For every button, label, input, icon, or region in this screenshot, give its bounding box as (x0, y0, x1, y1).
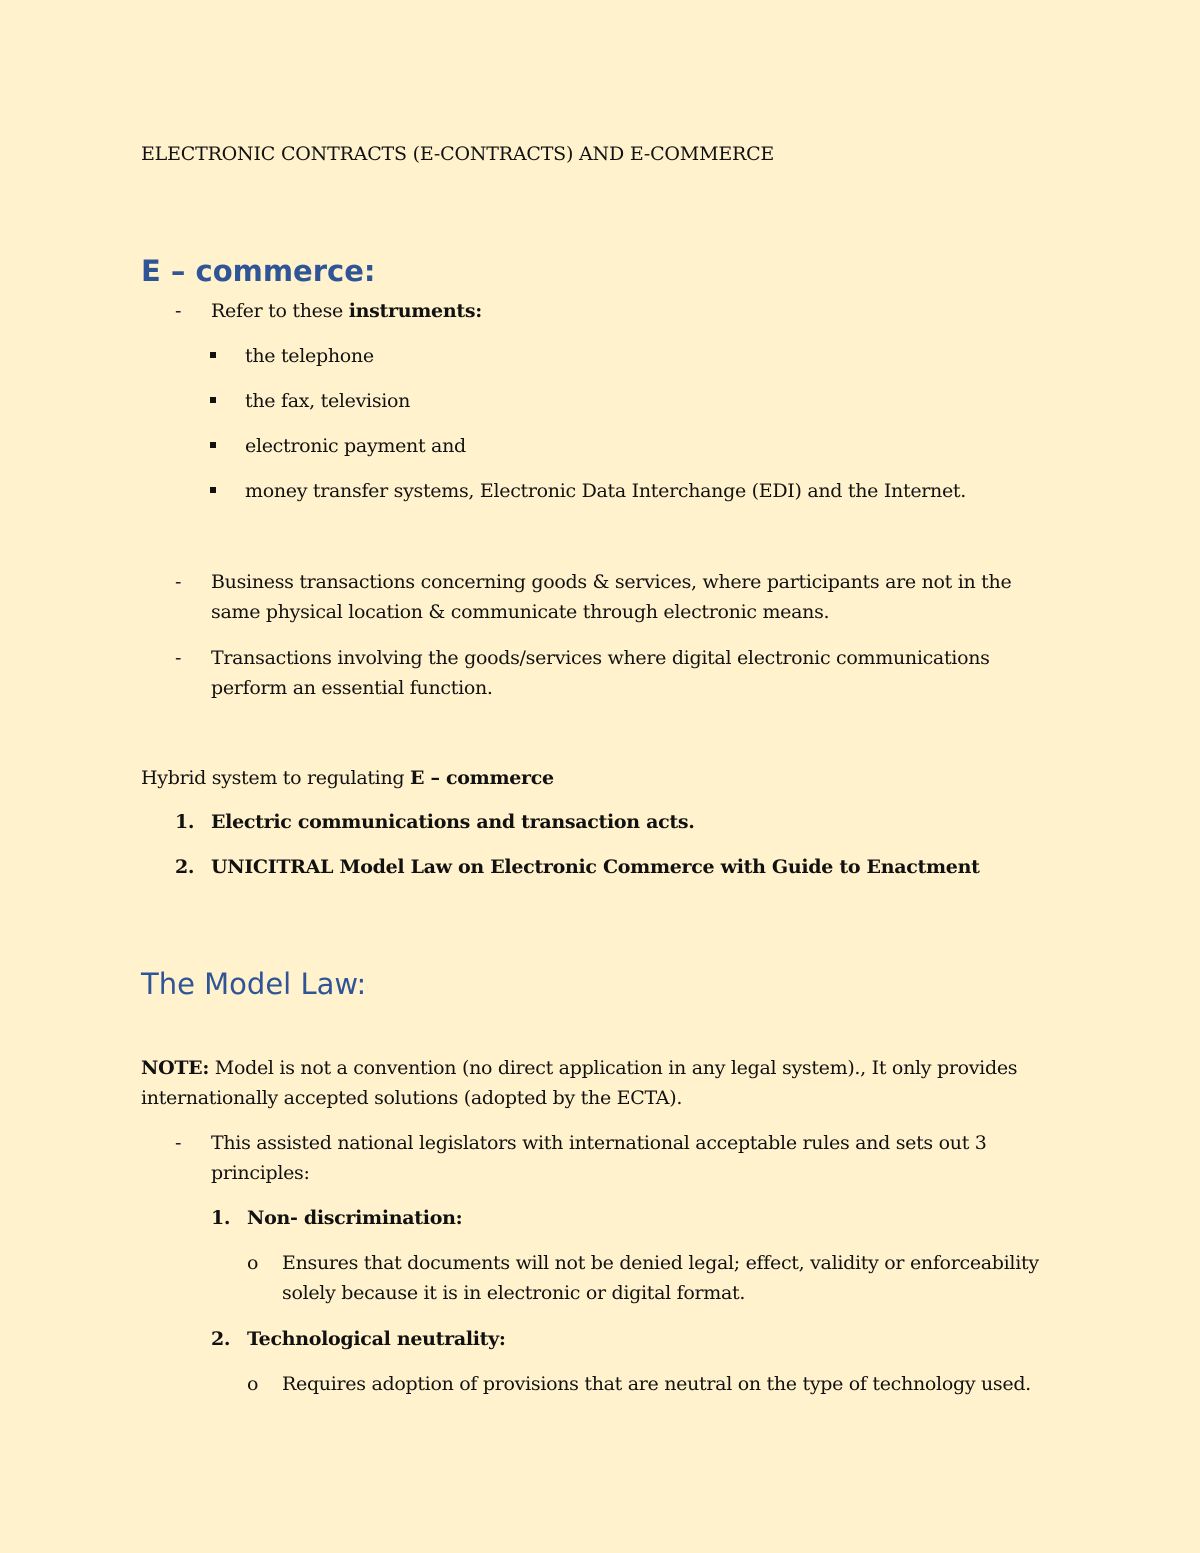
square-bullet-icon (210, 487, 216, 493)
square-bullet-icon (210, 352, 216, 358)
item-number: 2. (211, 1328, 231, 1350)
principle-title-text: Non- discrimination: (247, 1207, 463, 1229)
hybrid-bold: E – commerce (410, 767, 554, 789)
list-item-text: the fax, television (245, 390, 411, 412)
definition-item (175, 567, 1012, 627)
note-paragraph (141, 1053, 1017, 1113)
intro-bold: instruments: (348, 300, 482, 322)
list-item (245, 431, 466, 461)
definition-line: Business transactions concerning goods & services, where participants are not in the (211, 571, 1012, 593)
intro-text: Refer to these (211, 300, 349, 322)
principle-detail (247, 1248, 1039, 1308)
note-text: Model is not a convention (no direct application in any legal system)., It only provides (209, 1057, 1018, 1079)
numbered-item (175, 807, 695, 837)
square-bullet-icon (210, 442, 216, 448)
list-item-text: the telephone (245, 345, 374, 367)
definition-line: Transactions involving the goods/services where digital electronic communications (211, 647, 990, 669)
list-item (245, 476, 966, 506)
circle-bullet-icon: o (247, 1373, 259, 1395)
list-item (245, 386, 410, 416)
definition-line: perform an essential function. (211, 677, 493, 699)
item-number: 1. (211, 1207, 231, 1229)
hybrid-text: Hybrid system to regulating (141, 767, 410, 789)
definition-item (175, 643, 990, 703)
dash-bullet: - (175, 1132, 182, 1154)
numbered-item (175, 852, 980, 882)
item-text: Electric communications and transaction acts. (211, 811, 695, 833)
note-text: internationally accepted solutions (adopted by the ECTA). (141, 1087, 683, 1109)
detail-line: Ensures that documents will not be denied legal; effect, validity or enforceability (282, 1252, 1039, 1274)
assist-line: This assisted national legislators with international acceptable rules and sets out 3 (211, 1132, 987, 1154)
list-item-text: money transfer systems, Electronic Data Interchange (EDI) and the Internet. (245, 480, 966, 502)
principle-title (211, 1203, 463, 1233)
assist-line: principles: (211, 1162, 310, 1184)
principle-detail (247, 1369, 1031, 1399)
dash-bullet: - (175, 647, 182, 669)
list-item (245, 341, 374, 371)
model-law-heading: The Model Law: (141, 967, 367, 1001)
hybrid-system-line (141, 763, 554, 793)
principle-title (211, 1324, 506, 1354)
list-item-text: electronic payment and (245, 435, 466, 457)
note-label: NOTE: (141, 1057, 210, 1079)
principle-title-text: Technological neutrality: (247, 1328, 506, 1350)
detail-line: Requires adoption of provisions that are neutral on the type of technology used. (282, 1373, 1031, 1395)
dash-bullet: - (175, 571, 182, 593)
definition-line: same physical location & communicate through electronic means. (211, 601, 830, 623)
detail-line: solely because it is in electronic or digital format. (282, 1282, 746, 1304)
ecommerce-heading: E – commerce: (141, 254, 376, 288)
instruments-intro (175, 296, 482, 326)
item-text: UNICITRAL Model Law on Electronic Commerce with Guide to Enactment (211, 856, 980, 878)
item-number: 1. (175, 811, 195, 833)
document-title: ELECTRONIC CONTRACTS (E-CONTRACTS) AND E-COMMERCE (141, 143, 775, 165)
circle-bullet-icon: o (247, 1252, 259, 1274)
dash-bullet: - (175, 300, 182, 322)
assist-item (175, 1128, 987, 1188)
item-number: 2. (175, 856, 195, 878)
square-bullet-icon (210, 397, 216, 403)
